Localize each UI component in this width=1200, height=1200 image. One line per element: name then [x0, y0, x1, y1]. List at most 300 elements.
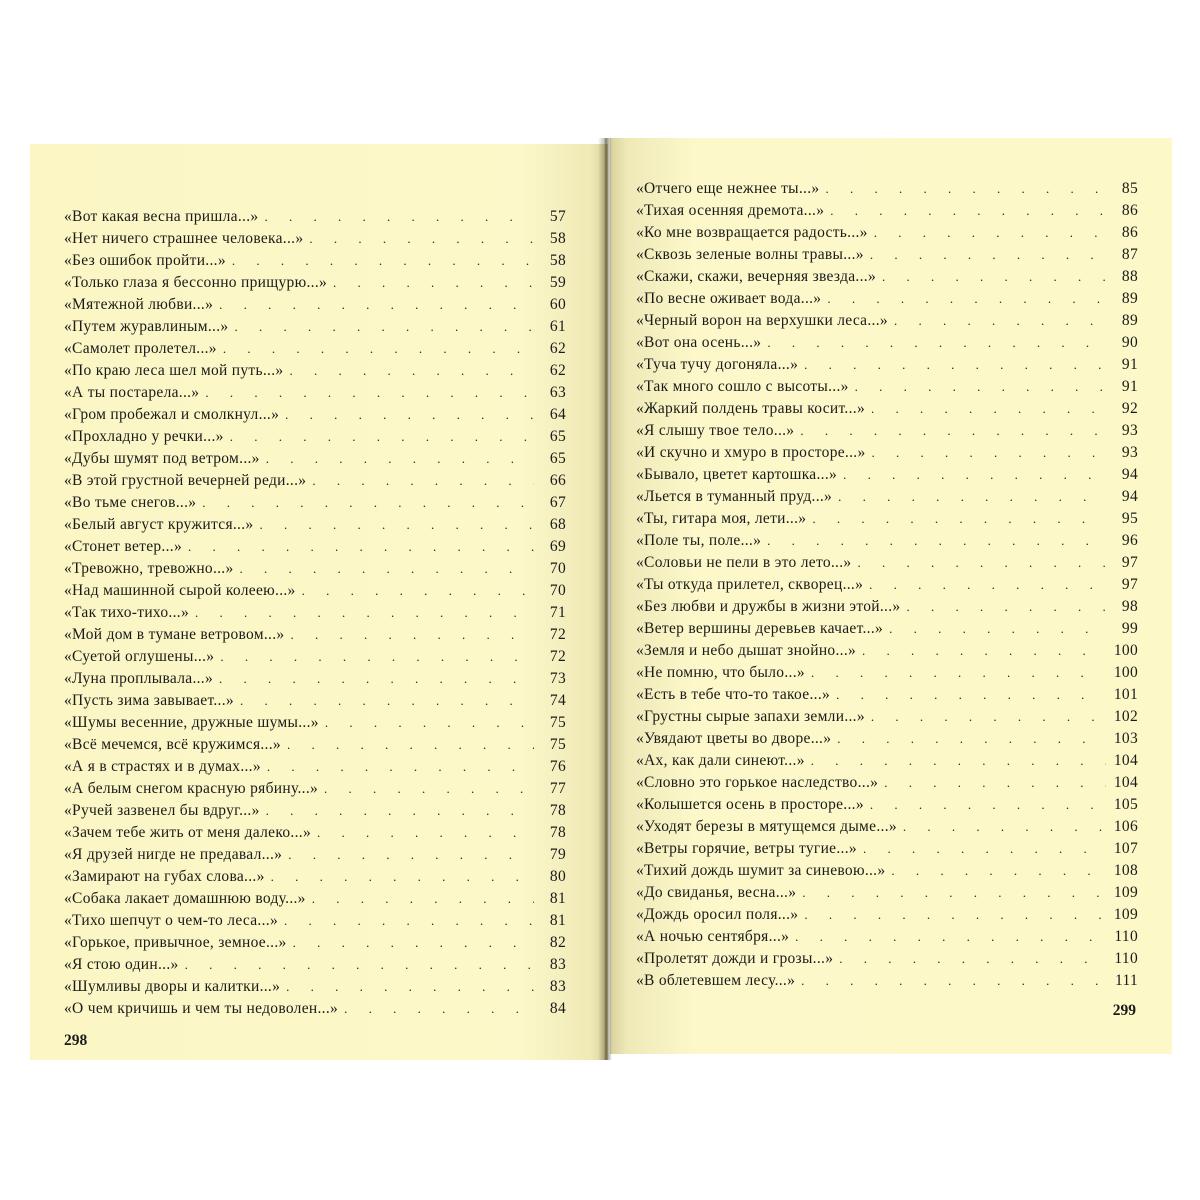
dot-leader	[293, 932, 534, 954]
toc-entry-title: «Тихая осенняя дремота...»	[636, 202, 825, 219]
toc-entry	[636, 662, 1138, 684]
toc-entry-page: 109	[1113, 906, 1138, 923]
dot-leader	[874, 222, 1106, 244]
dot-leader	[804, 354, 1106, 376]
toc-entry-title: «Путем журавлиным...»	[64, 318, 229, 335]
dot-leader	[232, 250, 534, 272]
toc-entry	[636, 750, 1138, 772]
dot-leader	[219, 294, 534, 316]
table-of-contents-right	[636, 178, 1138, 992]
dot-leader	[185, 954, 534, 976]
dot-leader	[290, 624, 534, 646]
dot-leader	[285, 404, 534, 426]
toc-entry	[64, 272, 566, 294]
toc-entry-title: «Только глаза я бессонно прищурю...»	[64, 274, 328, 291]
book-spread	[30, 138, 1172, 1060]
dot-leader	[857, 552, 1106, 574]
toc-entry-title: «Бывало, цветет картошка...»	[636, 466, 838, 483]
toc-entry-title: «Тихо шепчут о чем-то леса...»	[64, 912, 279, 929]
toc-entry-title: «О чем кричишь и чем ты недоволен...»	[64, 1000, 339, 1017]
toc-entry-page: 93	[1121, 444, 1138, 461]
toc-entry	[64, 668, 566, 690]
toc-entry	[64, 822, 566, 844]
toc-entry	[64, 778, 566, 800]
toc-entry-title: «Замирают на губах слова...»	[64, 868, 265, 885]
toc-entry-title: «Шумливы дворы и калитки...»	[64, 978, 281, 995]
toc-entry-title: «Ветры горячие, ветры тугие...»	[636, 840, 857, 857]
dot-leader	[219, 668, 534, 690]
toc-entry-page: 97	[1121, 554, 1138, 571]
dot-leader	[259, 514, 534, 536]
dot-leader	[267, 756, 534, 778]
toc-entry-title: «Грустны сырые запахи земли...»	[636, 708, 865, 725]
toc-entry-title: «Зачем тебе жить от меня далеко...»	[64, 824, 312, 841]
dot-leader	[188, 536, 534, 558]
toc-entry	[64, 426, 566, 448]
dot-leader	[903, 816, 1106, 838]
toc-entry-page: 86	[1121, 202, 1138, 219]
toc-entry-page: 105	[1113, 796, 1138, 813]
toc-entry	[64, 998, 566, 1020]
toc-entry-page: 102	[1113, 708, 1138, 725]
toc-entry-page: 89	[1121, 312, 1138, 329]
toc-entry-title: «Во тьме снегов...»	[64, 494, 197, 511]
toc-entry	[636, 508, 1138, 530]
dot-leader	[870, 244, 1106, 266]
dot-leader	[906, 596, 1106, 618]
toc-entry-page: 110	[1114, 928, 1138, 945]
toc-entry-page: 85	[1121, 180, 1138, 197]
toc-entry	[64, 844, 566, 866]
toc-entry-page: 69	[549, 538, 566, 555]
dot-leader	[825, 178, 1106, 200]
toc-entry-page: 60	[549, 296, 566, 313]
book-gutter	[598, 138, 612, 1060]
toc-entry-page: 98	[1121, 598, 1138, 615]
toc-entry-page: 79	[549, 846, 566, 863]
toc-entry	[64, 294, 566, 316]
toc-entry-page: 62	[549, 340, 566, 357]
toc-entry-title: «Черный ворон на верхушки леса...»	[636, 312, 888, 329]
toc-entry-title: «Уходят березы в мятущемся дыме...»	[636, 818, 897, 835]
toc-entry	[636, 684, 1138, 706]
toc-entry-title: «До свиданья, весна...»	[636, 884, 797, 901]
dot-leader	[802, 882, 1106, 904]
toc-entry-title: «Прохладно у речки...»	[64, 428, 224, 445]
dot-leader	[843, 464, 1106, 486]
toc-entry-page: 57	[549, 208, 566, 225]
toc-entry-page: 77	[549, 780, 566, 797]
dot-leader	[240, 690, 534, 712]
toc-entry-page: 108	[1113, 862, 1138, 879]
toc-entry-page: 83	[549, 978, 566, 995]
toc-entry-title: «Гром пробежал и смолкнул...»	[64, 406, 280, 423]
dot-leader	[333, 272, 534, 294]
toc-entry-page: 61	[549, 318, 566, 335]
dot-leader	[234, 316, 534, 338]
toc-entry-page: 89	[1121, 290, 1138, 307]
toc-entry-title: «Мой дом в тумане ветровом...»	[64, 626, 285, 643]
toc-entry	[64, 404, 566, 426]
dot-leader	[195, 602, 534, 624]
dot-leader	[837, 728, 1106, 750]
toc-entry	[64, 580, 566, 602]
toc-entry-page: 80	[549, 868, 566, 885]
toc-entry-title: «А ты постарела...»	[64, 384, 200, 401]
toc-entry	[64, 228, 566, 250]
toc-entry	[636, 904, 1138, 926]
dot-leader	[811, 750, 1106, 772]
toc-entry-page: 88	[1121, 268, 1138, 285]
dot-leader	[309, 228, 534, 250]
toc-entry-title: «В облетевшем лесу...»	[636, 972, 796, 989]
dot-leader	[884, 772, 1106, 794]
toc-entry-page: 65	[549, 450, 566, 467]
toc-entry-title: «Ах, как дали синеют...»	[636, 752, 805, 769]
toc-entry-title: «Поле ты, поле...»	[636, 532, 762, 549]
toc-entry	[636, 882, 1138, 904]
dot-leader	[804, 904, 1106, 926]
toc-entry-title: «Жаркий полдень травы косит...»	[636, 400, 865, 417]
toc-entry-title: «Дубы шумят под ветром...»	[64, 450, 260, 467]
toc-entry	[636, 838, 1138, 860]
toc-entry-page: 104	[1113, 752, 1138, 769]
toc-entry-page: 111	[1115, 972, 1138, 989]
dot-leader	[220, 646, 534, 668]
toc-entry-title: «Мятежной любви...»	[64, 296, 214, 313]
toc-entry	[636, 530, 1138, 552]
dot-leader	[870, 794, 1106, 816]
toc-entry	[64, 910, 566, 932]
toc-entry	[64, 514, 566, 536]
toc-entry-page: 70	[549, 560, 566, 577]
toc-entry-page: 84	[549, 1000, 566, 1017]
toc-entry-page: 94	[1121, 466, 1138, 483]
toc-entry-page: 87	[1121, 246, 1138, 263]
toc-entry	[64, 382, 566, 404]
toc-entry-page: 64	[549, 406, 566, 423]
toc-entry-page: 81	[549, 890, 566, 907]
toc-entry	[636, 398, 1138, 420]
dot-leader	[230, 426, 534, 448]
dot-leader	[205, 382, 534, 404]
toc-entry-title: «Я друзей нигде не предавал...»	[64, 846, 283, 863]
toc-entry	[64, 866, 566, 888]
toc-entry-title: «Шумы весенние, дружные шумы...»	[64, 714, 319, 731]
toc-entry-title: «А белым снегом красную рябину...»	[64, 780, 319, 797]
toc-entry-page: 78	[549, 802, 566, 819]
toc-entry	[64, 470, 566, 492]
dot-leader	[795, 926, 1106, 948]
toc-entry-page: 70	[549, 582, 566, 599]
toc-entry	[64, 690, 566, 712]
toc-entry-page: 101	[1113, 686, 1138, 703]
toc-entry	[636, 816, 1138, 838]
dot-leader	[830, 200, 1106, 222]
dot-leader	[302, 580, 534, 602]
dot-leader	[863, 838, 1106, 860]
dot-leader	[871, 706, 1106, 728]
toc-entry-title: «Словно это горькое наследство...»	[636, 774, 879, 791]
toc-entry-title: «Есть в тебе что-то такое...»	[636, 686, 831, 703]
toc-entry-title: «Ты откуда прилетел, скворец...»	[636, 576, 864, 593]
dot-leader	[288, 844, 534, 866]
toc-entry-page: 68	[549, 516, 566, 533]
toc-entry-title: «Горькое, привычное, земное...»	[64, 934, 287, 951]
toc-entry	[636, 926, 1138, 948]
toc-entry-page: 92	[1121, 400, 1138, 417]
dot-leader	[289, 360, 534, 382]
toc-entry-page: 106	[1113, 818, 1138, 835]
toc-entry-page: 81	[549, 912, 566, 929]
toc-entry	[636, 178, 1138, 200]
toc-entry-page: 66	[549, 472, 566, 489]
dot-leader	[325, 712, 534, 734]
toc-entry-title: «Дождь оросил поля...»	[636, 906, 799, 923]
toc-entry-title: «Увядают цветы во дворе...»	[636, 730, 832, 747]
toc-entry	[64, 316, 566, 338]
toc-entry-page: 94	[1121, 488, 1138, 505]
toc-entry-title: «Ручей зазвенел бы вдруг...»	[64, 802, 260, 819]
page-number-right: 299	[1112, 1002, 1136, 1019]
dot-leader	[800, 420, 1106, 442]
toc-entry-page: 71	[549, 604, 566, 621]
toc-entry-page: 75	[549, 714, 566, 731]
toc-entry-title: «Ко мне возвращается радость...»	[636, 224, 868, 241]
toc-entry	[636, 310, 1138, 332]
toc-entry	[636, 970, 1138, 992]
toc-entry-title: «В этой грустной вечерней реди...»	[64, 472, 307, 489]
toc-entry	[636, 222, 1138, 244]
dot-leader	[894, 310, 1106, 332]
toc-entry	[64, 492, 566, 514]
toc-entry	[636, 354, 1138, 376]
dot-leader	[812, 508, 1106, 530]
toc-entry-title: «Соловьи не пели в это лето...»	[636, 554, 852, 571]
toc-entry-page: 83	[549, 956, 566, 973]
dot-leader	[869, 574, 1106, 596]
toc-entry-title: «Ветер вершины деревьев качает...»	[636, 620, 884, 637]
toc-entry-title: «Над машинной сырой колеею...»	[64, 582, 296, 599]
dot-leader	[324, 778, 534, 800]
toc-entry-title: «И скучно и хмуро в просторе...»	[636, 444, 866, 461]
page-number-left: 298	[64, 1032, 88, 1049]
toc-entry-page: 100	[1113, 664, 1138, 681]
toc-entry-title: «Колышется осень в просторе...»	[636, 796, 864, 813]
right-page	[610, 138, 1172, 1054]
dot-leader	[312, 470, 534, 492]
toc-entry	[64, 756, 566, 778]
toc-entry	[64, 734, 566, 756]
toc-entry	[636, 200, 1138, 222]
toc-entry-page: 93	[1121, 422, 1138, 439]
dot-leader	[801, 970, 1106, 992]
toc-entry	[636, 772, 1138, 794]
toc-entry-title: «Без ошибок пройти...»	[64, 252, 226, 269]
toc-entry-title: «Всё мечемся, всё кружимся...»	[64, 736, 281, 753]
toc-entry	[636, 486, 1138, 508]
toc-entry-page: 97	[1121, 576, 1138, 593]
toc-entry-page: 58	[549, 230, 566, 247]
toc-entry	[64, 954, 566, 976]
toc-entry	[636, 728, 1138, 750]
dot-leader	[767, 530, 1106, 552]
toc-entry	[64, 206, 566, 228]
toc-entry	[64, 712, 566, 734]
dot-leader	[266, 448, 534, 470]
toc-entry	[636, 706, 1138, 728]
toc-entry	[64, 360, 566, 382]
toc-entry	[636, 596, 1138, 618]
toc-entry-page: 96	[1121, 532, 1138, 549]
toc-entry	[64, 250, 566, 272]
dot-leader	[862, 640, 1106, 662]
toc-entry	[64, 602, 566, 624]
toc-entry-page: 73	[549, 670, 566, 687]
toc-entry-title: «Пусть зима завывает...»	[64, 692, 234, 709]
toc-entry-title: «Так тихо-тихо...»	[64, 604, 190, 621]
toc-entry-title: «Без любви и дружбы в жизни этой...»	[636, 598, 901, 615]
toc-entry-page: 91	[1121, 356, 1138, 373]
toc-entry	[636, 640, 1138, 662]
dot-leader	[871, 398, 1106, 420]
dot-leader	[767, 332, 1106, 354]
toc-entry-title: «Я слышу твое тело...»	[636, 422, 795, 439]
toc-entry-page: 82	[549, 934, 566, 951]
toc-entry	[636, 420, 1138, 442]
toc-entry-page: 109	[1113, 884, 1138, 901]
toc-entry-page: 91	[1121, 378, 1138, 395]
toc-entry-title: «Пролетят дожди и грозы...»	[636, 950, 834, 967]
toc-entry-title: «По весне оживает вода...»	[636, 290, 822, 307]
toc-entry-title: «Белый август кружится...»	[64, 516, 254, 533]
toc-entry-title: «Туча тучу догоняла...»	[636, 356, 799, 373]
table-of-contents-left	[64, 206, 566, 1020]
toc-entry	[636, 288, 1138, 310]
dot-leader	[872, 442, 1106, 464]
dot-leader	[264, 206, 534, 228]
dot-leader	[287, 734, 534, 756]
dot-leader	[317, 822, 534, 844]
dot-leader	[271, 866, 534, 888]
toc-entry	[636, 618, 1138, 640]
left-page	[30, 144, 608, 1060]
toc-entry-title: «Луна проплывала...»	[64, 670, 214, 687]
toc-entry	[636, 552, 1138, 574]
toc-entry	[64, 338, 566, 360]
toc-entry-title: «Льется в туманный пруд...»	[636, 488, 833, 505]
toc-entry	[636, 332, 1138, 354]
dot-leader	[889, 618, 1106, 640]
toc-entry	[64, 888, 566, 910]
toc-entry-page: 90	[1121, 334, 1138, 351]
toc-entry	[64, 536, 566, 558]
toc-entry-page: 78	[549, 824, 566, 841]
toc-entry	[636, 948, 1138, 970]
toc-entry-page: 99	[1121, 620, 1138, 637]
toc-entry-title: «Земля и небо дышат знойно...»	[636, 642, 857, 659]
dot-leader	[266, 800, 534, 822]
toc-entry	[64, 976, 566, 998]
toc-entry-page: 72	[549, 626, 566, 643]
toc-entry	[636, 794, 1138, 816]
toc-entry-title: «Ты, гитара моя, лети...»	[636, 510, 807, 527]
toc-entry	[636, 376, 1138, 398]
toc-entry	[636, 266, 1138, 288]
dot-leader	[202, 492, 534, 514]
toc-entry-page: 107	[1113, 840, 1138, 857]
toc-entry	[636, 860, 1138, 882]
toc-entry-page: 75	[549, 736, 566, 753]
dot-leader	[344, 998, 534, 1020]
toc-entry-page: 65	[549, 428, 566, 445]
toc-entry	[636, 244, 1138, 266]
toc-entry-title: «Скажи, скажи, вечерняя звезда...»	[636, 268, 877, 285]
toc-entry-page: 62	[549, 362, 566, 379]
toc-entry-title: «Нет ничего страшнее человека...»	[64, 230, 304, 247]
toc-entry-page: 95	[1121, 510, 1138, 527]
toc-entry-title: «Вот какая весна пришла...»	[64, 208, 259, 225]
toc-entry-title: «Вот она осень...»	[636, 334, 762, 351]
toc-entry-page: 86	[1121, 224, 1138, 241]
toc-entry-title: «Отчего еще нежнее ты...»	[636, 180, 820, 197]
toc-entry	[64, 800, 566, 822]
toc-entry-title: «Собака лакает домашнюю воду...»	[64, 890, 306, 907]
dot-leader	[882, 266, 1106, 288]
toc-entry	[636, 442, 1138, 464]
toc-entry-page: 67	[549, 494, 566, 511]
toc-entry-title: «По краю леса шел мой путь...»	[64, 362, 284, 379]
toc-entry-title: «Не помню, что было...»	[636, 664, 805, 681]
dot-leader	[891, 860, 1106, 882]
toc-entry-page: 103	[1113, 730, 1138, 747]
dot-leader	[312, 888, 534, 910]
dot-leader	[811, 662, 1106, 684]
dot-leader	[836, 684, 1106, 706]
toc-entry	[64, 448, 566, 470]
toc-entry	[636, 574, 1138, 596]
toc-entry	[64, 646, 566, 668]
toc-entry-page: 76	[549, 758, 566, 775]
toc-entry-title: «Тихий дождь шумит за синевою...»	[636, 862, 886, 879]
toc-entry-title: «Я стою один...»	[64, 956, 179, 973]
dot-leader	[827, 288, 1106, 310]
toc-entry	[636, 464, 1138, 486]
toc-entry-page: 59	[549, 274, 566, 291]
toc-entry-page: 100	[1113, 642, 1138, 659]
toc-entry-title: «А ночью сентября...»	[636, 928, 790, 945]
toc-entry	[64, 932, 566, 954]
dot-leader	[855, 376, 1106, 398]
toc-entry-title: «Суетой оглушены...»	[64, 648, 215, 665]
toc-entry-title: «Тревожно, тревожно...»	[64, 560, 234, 577]
toc-entry-page: 74	[549, 692, 566, 709]
dot-leader	[284, 910, 534, 932]
toc-entry-page: 110	[1114, 950, 1138, 967]
toc-entry-page: 58	[549, 252, 566, 269]
dot-leader	[240, 558, 534, 580]
toc-entry-title: «Самолет пролетел...»	[64, 340, 217, 357]
dot-leader	[286, 976, 534, 998]
toc-entry-title: «Сквозь зеленые волны травы...»	[636, 246, 864, 263]
dot-leader	[839, 948, 1106, 970]
toc-entry	[64, 624, 566, 646]
toc-entry-page: 72	[549, 648, 566, 665]
toc-entry-page: 104	[1113, 774, 1138, 791]
toc-entry-title: «Стонет ветер...»	[64, 538, 183, 555]
toc-entry-title: «А я в страстях и в думах...»	[64, 758, 261, 775]
toc-entry	[64, 558, 566, 580]
